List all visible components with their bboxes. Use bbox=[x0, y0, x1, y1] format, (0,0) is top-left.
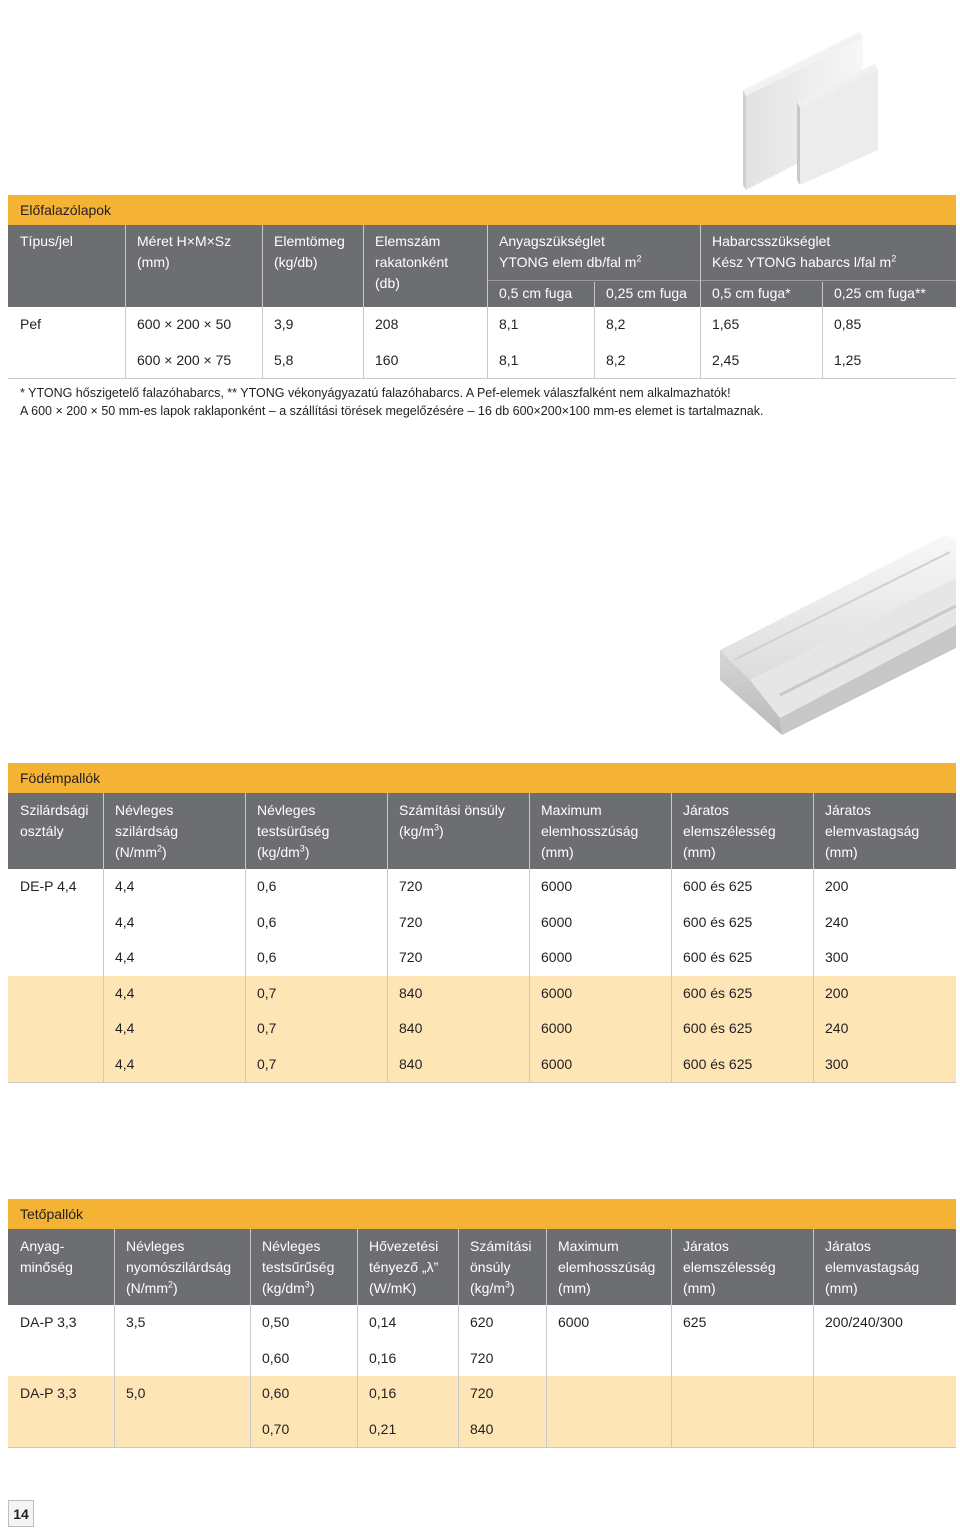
t2-cell: 240 bbox=[825, 913, 849, 930]
t1-header-size: Méret H×M×Sz (mm) bbox=[137, 233, 232, 270]
t3-header-text: Járatos elemvastagság (mm) bbox=[825, 1238, 920, 1296]
t1-header-mortar-text: Habarcsszükséglet Kész YTONG habarcs l/fal m bbox=[712, 233, 892, 270]
t3-cell: 0,70 bbox=[262, 1420, 290, 1437]
t2-cell: 6000 bbox=[541, 949, 573, 965]
t1-sub4: 0,25 cm fuga** bbox=[834, 285, 926, 301]
table1-header bbox=[8, 225, 956, 307]
table2-title-text: Födémpallók bbox=[20, 770, 101, 786]
t2-cell: 0,6 bbox=[257, 949, 277, 965]
t3-header bbox=[825, 1236, 919, 1299]
t1-sub3: 0,5 cm fuga* bbox=[712, 285, 791, 301]
t2-col-divider bbox=[103, 793, 104, 1082]
t1-header-material-sup: 2 bbox=[636, 253, 642, 264]
t2-header-text: Járatos elemszélesség (mm) bbox=[683, 802, 776, 860]
t1-cell: Pef bbox=[20, 316, 42, 332]
t2-header bbox=[257, 800, 329, 863]
t2-cell: 200 bbox=[825, 878, 849, 894]
t3-cell: 3,5 bbox=[126, 1314, 146, 1330]
t1-cell: 3,9 bbox=[274, 316, 294, 332]
t3-bottom-border bbox=[8, 1447, 956, 1448]
t3-header-sup: 3 bbox=[304, 1279, 310, 1290]
t3-col-divider bbox=[671, 1229, 672, 1447]
t3-header-text: Anyag- minőség bbox=[20, 1238, 73, 1275]
t3-col-divider bbox=[114, 1229, 115, 1447]
t1-cell: 600 × 200 × 75 bbox=[137, 351, 232, 368]
t3-cell: 0,60 bbox=[262, 1349, 290, 1366]
table1-title bbox=[8, 195, 956, 225]
t2-header-text: Névleges testsürűség (kg/dm bbox=[257, 802, 330, 860]
t1-cell: 1,65 bbox=[712, 316, 740, 332]
t1-cell: 2,45 bbox=[712, 351, 740, 368]
t2-header bbox=[399, 800, 505, 842]
table3-title bbox=[8, 1199, 956, 1229]
t2-col-divider bbox=[813, 793, 814, 1082]
t2-header bbox=[541, 800, 638, 863]
t3-header-sup: 3 bbox=[505, 1279, 511, 1290]
table1-title-text: Előfalazólapok bbox=[20, 202, 112, 218]
t2-cell: 300 bbox=[825, 1055, 849, 1072]
t1-cell: 5,8 bbox=[274, 351, 294, 368]
t2-cell: 6000 bbox=[541, 913, 573, 930]
t1-sub2: 0,25 cm fuga bbox=[606, 285, 687, 301]
t2-cell: 4,4 bbox=[115, 913, 135, 930]
t3-cell: 0,14 bbox=[369, 1314, 397, 1330]
t3-col-divider bbox=[813, 1229, 814, 1447]
t2-header-sup: 2 bbox=[157, 843, 163, 854]
t3-cell: DA-P 3,3 bbox=[20, 1385, 77, 1401]
t2-header bbox=[115, 800, 178, 863]
t1-header-type: Típus/jel bbox=[20, 233, 73, 249]
t3-header-text: Járatos elemszélesség (mm) bbox=[683, 1238, 776, 1296]
t1-cell: 8,1 bbox=[499, 316, 519, 332]
t2-cell: 600 és 625 bbox=[683, 984, 753, 1001]
t2-col-divider bbox=[387, 793, 388, 1082]
t2-bottom-border bbox=[8, 1082, 956, 1083]
table1-row bbox=[8, 307, 956, 343]
t1-cell: 1,25 bbox=[834, 351, 862, 368]
t1-cell: 0,85 bbox=[834, 316, 862, 332]
t3-header bbox=[369, 1236, 438, 1299]
t2-header bbox=[683, 800, 776, 863]
t3-cell: 0,21 bbox=[369, 1420, 397, 1437]
t3-header-sup: 2 bbox=[168, 1279, 174, 1290]
floor-plank-product-image bbox=[720, 530, 956, 740]
t3-cell: 0,50 bbox=[262, 1314, 290, 1330]
t2-header-text: Névleges szilárdság (N/mm bbox=[115, 802, 179, 860]
t2-cell: 720 bbox=[399, 913, 423, 930]
t2-cell: 0,6 bbox=[257, 913, 277, 930]
t2-cell: 4,4 bbox=[115, 949, 135, 965]
t3-header-tail: ) bbox=[173, 1280, 178, 1296]
t2-header-tail: ) bbox=[304, 844, 310, 860]
t3-cell: 720 bbox=[470, 1385, 494, 1401]
t2-header-text: Járatos elemvastagság (mm) bbox=[825, 802, 920, 860]
t2-cell: 720 bbox=[399, 949, 423, 965]
page-number-text: 14 bbox=[13, 1505, 29, 1522]
t2-header-sup: 3 bbox=[299, 843, 305, 854]
t2-header-text: Számítási önsúly (kg/m bbox=[399, 802, 505, 839]
t2-col-divider bbox=[529, 793, 530, 1082]
page-number bbox=[8, 1500, 34, 1527]
t3-header bbox=[262, 1236, 334, 1299]
t2-header-text: Maximum elemhosszúság (mm) bbox=[541, 802, 639, 860]
table1-footnote: * YTONG hőszigetelő falazóhabarcs, ** YTONG vékonyágyazatú falazóhabarcs. A Pef-elemek válaszfalként nem alkalmazhatók! bbox=[20, 386, 731, 400]
t2-cell: 840 bbox=[399, 1055, 423, 1072]
t1-col-divider bbox=[487, 225, 488, 378]
t3-col-divider bbox=[546, 1229, 547, 1447]
t1-cell: 8,2 bbox=[606, 316, 626, 332]
table3-title-text: Tetőpallók bbox=[20, 1206, 84, 1222]
t2-col-divider bbox=[245, 793, 246, 1082]
t3-cell: 620 bbox=[470, 1314, 494, 1330]
t3-cell: 0,60 bbox=[262, 1385, 290, 1401]
t3-header-tail: ) bbox=[510, 1280, 515, 1296]
t2-cell: 300 bbox=[825, 949, 849, 965]
t3-header bbox=[683, 1236, 776, 1299]
t2-cell: 600 és 625 bbox=[683, 878, 753, 894]
wall-slabs-product-image bbox=[735, 30, 885, 195]
t2-cell: 0,7 bbox=[257, 984, 277, 1001]
t2-cell: 0,7 bbox=[257, 1020, 277, 1036]
table1-note: A 600 × 200 × 50 mm-es lapok raklaponként – a szállítási törések megelőzésére – 16 db 600×200×100 mm-es elemet is tartalmaznak. bbox=[20, 404, 764, 418]
table2-title bbox=[8, 763, 956, 793]
t1-cell: 600 × 200 × 50 bbox=[137, 316, 232, 332]
t3-col-divider bbox=[250, 1229, 251, 1447]
t2-cell: 200 bbox=[825, 984, 849, 1001]
t1-col-divider bbox=[125, 225, 126, 378]
t2-header bbox=[20, 800, 88, 842]
t2-header-tail: ) bbox=[439, 823, 444, 839]
t2-cell: 600 és 625 bbox=[683, 913, 753, 930]
t1-header-mass: Elemtömeg (kg/db) bbox=[274, 233, 345, 270]
t2-cell: 4,4 bbox=[115, 984, 135, 1001]
t3-header bbox=[470, 1236, 531, 1299]
t3-cell: 6000 bbox=[558, 1314, 590, 1330]
t3-col-divider bbox=[357, 1229, 358, 1447]
t1-header-material bbox=[499, 231, 641, 273]
t1-cell: 208 bbox=[375, 316, 399, 332]
t2-cell: 600 és 625 bbox=[683, 949, 753, 965]
t2-cell: 6000 bbox=[541, 878, 573, 894]
t1-col-divider bbox=[822, 282, 823, 378]
t2-cell: 600 és 625 bbox=[683, 1020, 753, 1036]
t3-header-text: Névleges testsűrűség (kg/dm bbox=[262, 1238, 335, 1296]
t2-header-tail: ) bbox=[162, 844, 167, 860]
t2-cell: 0,7 bbox=[257, 1055, 277, 1072]
t3-header-text: Hővezetési tényező „λ” (W/mK) bbox=[369, 1238, 439, 1296]
t1-cell: 8,2 bbox=[606, 351, 626, 368]
t1-header-material-text: Anyagszükséglet YTONG elem db/fal m bbox=[499, 233, 637, 270]
t1-cell: 8,1 bbox=[499, 351, 519, 368]
t1-sub1: 0,5 cm fuga bbox=[499, 285, 573, 301]
t3-header-text: Maximum elemhosszúság (mm) bbox=[558, 1238, 656, 1296]
t3-cell: 840 bbox=[470, 1420, 494, 1437]
t2-cell: 6000 bbox=[541, 1055, 573, 1072]
t1-col-divider bbox=[262, 225, 263, 378]
table1-row bbox=[8, 343, 956, 379]
t2-cell: 600 és 625 bbox=[683, 1055, 753, 1072]
t2-header-sup: 3 bbox=[434, 822, 440, 833]
t1-header-count: Elemszám rakatonként (db) bbox=[375, 233, 449, 291]
t3-cell: 720 bbox=[470, 1349, 494, 1366]
t2-cell: 240 bbox=[825, 1020, 849, 1036]
t1-bottom-border bbox=[8, 378, 956, 379]
t3-header-tail: ) bbox=[309, 1280, 315, 1296]
t3-header-text: Névleges nyomószilárdság (N/mm bbox=[126, 1238, 232, 1296]
t3-cell: DA-P 3,3 bbox=[20, 1314, 77, 1330]
t2-header-text: Szilárdsági osztály bbox=[20, 802, 89, 839]
t1-cell: 160 bbox=[375, 351, 399, 368]
t1-col-divider bbox=[594, 282, 595, 378]
t3-col-divider bbox=[458, 1229, 459, 1447]
t1-header-mortar bbox=[712, 231, 896, 273]
t2-cell: 6000 bbox=[541, 984, 573, 1001]
t2-cell: 840 bbox=[399, 984, 423, 1001]
t2-cell: 4,4 bbox=[115, 1020, 135, 1036]
t3-cell: 0,16 bbox=[369, 1349, 397, 1366]
t3-cell: 5,0 bbox=[126, 1385, 146, 1401]
t1-header-subdivider bbox=[488, 280, 956, 281]
t2-cell: DE-P 4,4 bbox=[20, 878, 77, 894]
t3-header bbox=[126, 1236, 231, 1299]
t2-col-divider bbox=[671, 793, 672, 1082]
t2-header bbox=[825, 800, 919, 863]
t2-cell: 720 bbox=[399, 878, 423, 894]
t3-header-text: Számítási önsúly (kg/m bbox=[470, 1238, 532, 1296]
t1-col-divider bbox=[363, 225, 364, 378]
t2-cell: 840 bbox=[399, 1020, 423, 1036]
t3-cell: 625 bbox=[683, 1314, 707, 1330]
t3-cell: 0,16 bbox=[369, 1385, 397, 1401]
t2-cell: 4,4 bbox=[115, 1055, 135, 1072]
t1-col-divider bbox=[700, 225, 701, 378]
t1-header-mortar-sup: 2 bbox=[891, 253, 897, 264]
t3-header bbox=[20, 1236, 73, 1278]
t3-cell: 200/240/300 bbox=[825, 1314, 903, 1330]
t2-cell: 6000 bbox=[541, 1020, 573, 1036]
t2-cell: 4,4 bbox=[115, 878, 135, 894]
t2-cell: 0,6 bbox=[257, 878, 277, 894]
t3-header bbox=[558, 1236, 655, 1299]
